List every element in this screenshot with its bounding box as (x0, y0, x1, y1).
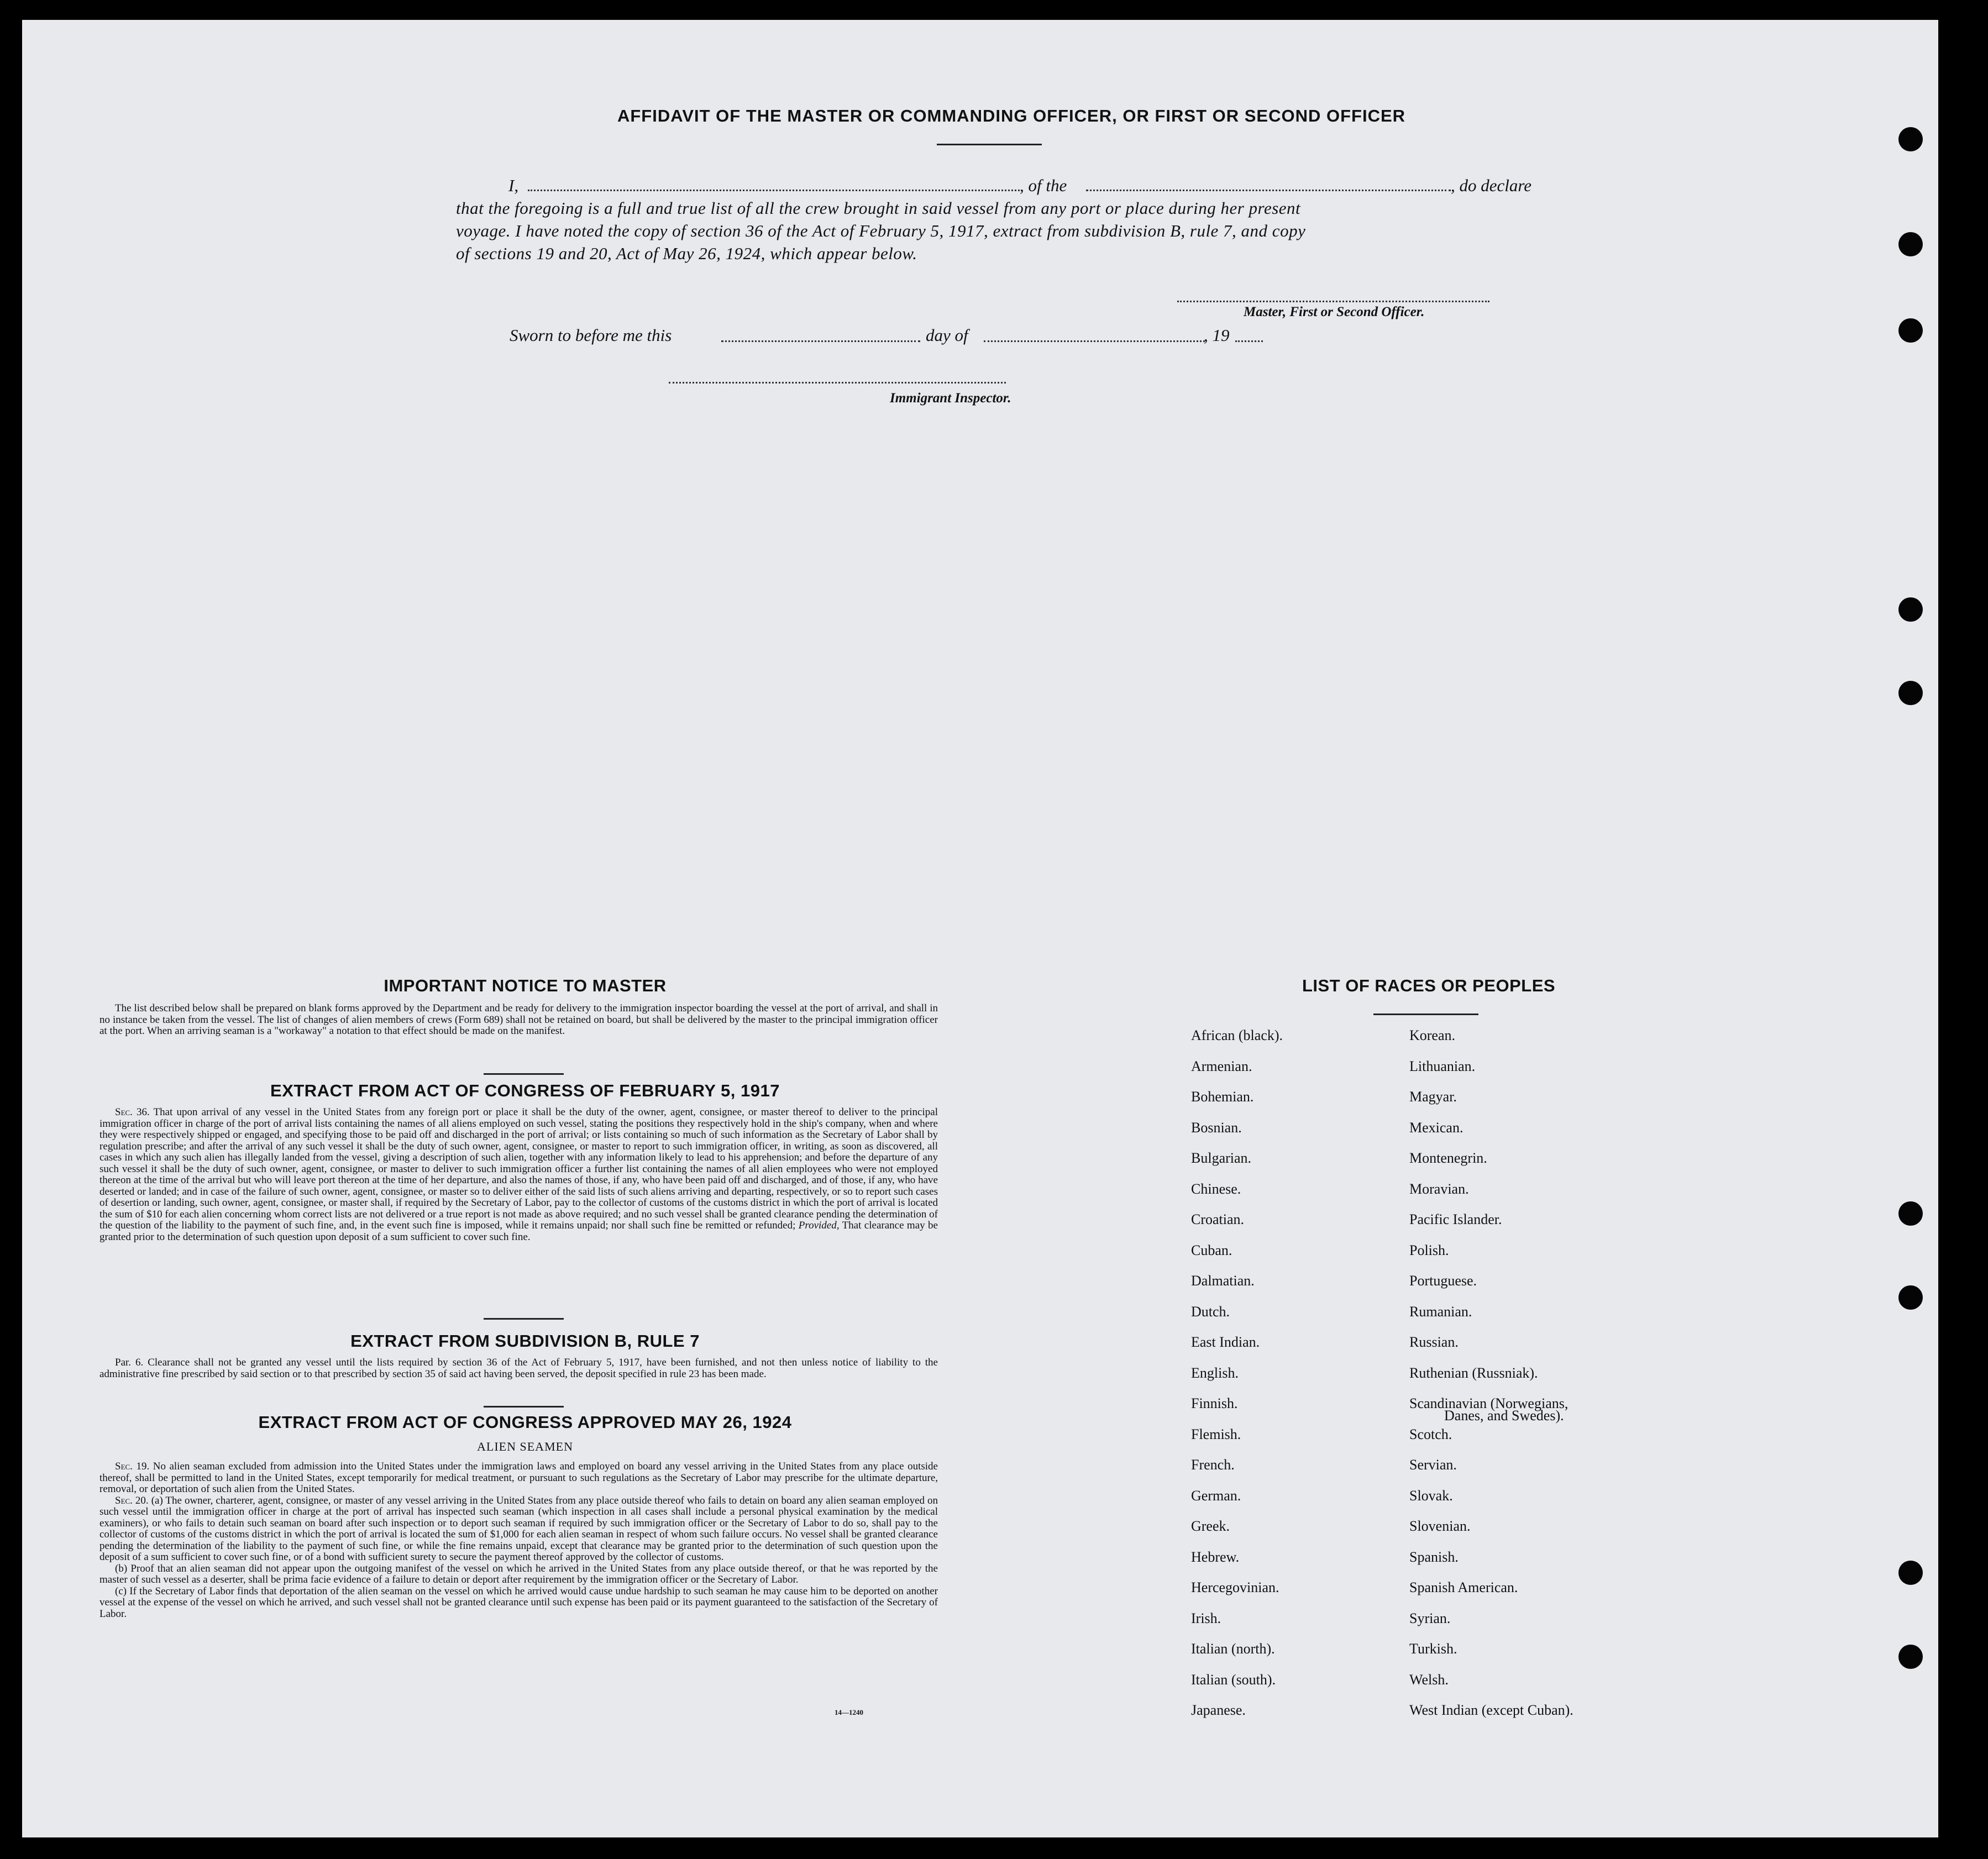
race-item: Rumanian. (1409, 1303, 1472, 1320)
sworn-year-blank[interactable] (1235, 340, 1263, 342)
race-item: Korean. (1409, 1027, 1456, 1043)
race-item: Scotch. (1409, 1426, 1452, 1442)
race-item: Ruthenian (Russniak). (1409, 1364, 1538, 1381)
punch-hole (1898, 1285, 1923, 1310)
race-item: Syrian. (1409, 1610, 1451, 1626)
race-item: African (black). (1191, 1027, 1283, 1043)
day-of-text: day of (926, 325, 968, 345)
proviso-label: Provided, (798, 1220, 840, 1231)
race-item-continuation: Danes, and Swedes). (1444, 1408, 1564, 1424)
race-item: Armenian. (1191, 1058, 1252, 1074)
affidavit-line-4: of sections 19 and 20, Act of May 26, 1924, which appear below. (456, 244, 917, 263)
inspector-signature-line[interactable] (669, 382, 1006, 384)
sec-20c-text: (c) If the Secretary of Labor finds that deportation of the alien seaman on the vessel on which he arrived would cause undue hardship to such seaman he may cause him to be deported on another vessel at the expense of the vessel on which he arrived, and such vessel shall not be granted clearance until such expense has been paid or its payment guaranteed to the satisfaction of the Secretary of Labor. (99, 1585, 938, 1620)
rule-7-title: EXTRACT FROM SUBDIVISION B, RULE 7 (350, 1331, 700, 1351)
master-signature-line[interactable] (1177, 301, 1489, 302)
race-item: Chinese. (1191, 1180, 1241, 1197)
extract-1917-text (99, 1107, 938, 1243)
divider (484, 1073, 564, 1075)
punch-hole (1898, 1201, 1923, 1226)
race-item: Bosnian. (1191, 1119, 1242, 1136)
punch-hole (1898, 127, 1923, 151)
races-title: LIST OF RACES OR PEOPLES (1302, 976, 1556, 995)
affidavit-title: AFFIDAVIT OF THE MASTER OR COMMANDING OFFICER, OR FIRST OR SECOND OFFICER (617, 106, 1406, 125)
race-item: Dalmatian. (1191, 1273, 1255, 1289)
affidavit-line-2: that the foregoing is a full and true list of all the crew brought in said vessel from any port or place during her present (456, 198, 1301, 218)
race-item: Dutch. (1191, 1303, 1230, 1320)
vessel-blank[interactable] (1086, 190, 1451, 191)
race-item: Slovak. (1409, 1487, 1453, 1504)
sec-36-label: Sec. 36. (115, 1106, 150, 1118)
punch-hole (1898, 232, 1923, 256)
race-item: French. (1191, 1457, 1235, 1473)
affidavit-declare: , do declare (1451, 176, 1532, 195)
title-underline (937, 144, 1042, 145)
punch-hole (1898, 597, 1923, 622)
punch-hole (1898, 1561, 1923, 1585)
divider (484, 1406, 564, 1408)
sworn-day-blank[interactable] (721, 340, 920, 342)
rule-7-paragraph: Par. 6. Clearance shall not be granted any vessel until the lists required by section 36 of the Act of February 5, 1917, have been furnished, and not then unless notice of liability to the administrative fine prescribed by said section or to that prescribed by section 35 of said act having been served, the deposit specified in rule 23 has been made. (99, 1357, 938, 1380)
extract-1924-title: EXTRACT FROM ACT OF CONGRESS APPROVED MAY 26, 1924 (258, 1412, 792, 1432)
sec-19-text: No alien seaman excluded from admission into the United States under the immigration laws and employed on board any vessel arriving in the United States from any place outside thereof, shall be permitted to land in the United States, except temporarily for medical treatment, or pursuant to such regulations as the Secretary of Labor may prescribe for the ultimate departure, removal, or deportation of such alien from the United States. (99, 1461, 938, 1495)
race-item: Magyar. (1409, 1089, 1457, 1105)
punch-hole (1898, 681, 1923, 705)
race-item: Montenegrin. (1409, 1150, 1487, 1166)
race-item: Croatian. (1191, 1211, 1245, 1227)
race-item: Portuguese. (1409, 1273, 1477, 1289)
notice-title: IMPORTANT NOTICE TO MASTER (384, 976, 667, 995)
race-item: Pacific Islander. (1409, 1211, 1502, 1227)
race-item: Lithuanian. (1409, 1058, 1476, 1074)
form-page (22, 20, 1938, 1837)
race-item: Polish. (1409, 1242, 1449, 1258)
race-item: Bohemian. (1191, 1089, 1254, 1105)
sec-20b-text: (b) Proof that an alien seaman did not appear upon the outgoing manifest of the vessel on which he arrived in the United States from any place outside thereof, or that he was reported by the master of such vessel as a deserter, shall be prima facie evidence of a failure to detain or deport after requirement by the immigration officer or the Secretary of Labor. (99, 1562, 938, 1585)
sec-20-label: Sec. 20. (115, 1494, 149, 1506)
form-number: 14—1240 (835, 1708, 863, 1716)
year-prefix: , 19 (1204, 325, 1230, 345)
race-item: Servian. (1409, 1457, 1457, 1473)
title-underline (1373, 1013, 1478, 1015)
race-item: East Indian. (1191, 1334, 1260, 1350)
race-item: Cuban. (1191, 1242, 1232, 1258)
race-item: Turkish. (1409, 1641, 1457, 1657)
race-item: Japanese. (1191, 1702, 1246, 1718)
divider (484, 1318, 564, 1320)
master-caption: Master, First or Second Officer. (1244, 304, 1425, 319)
extract-1917-title: EXTRACT FROM ACT OF CONGRESS OF FEBRUARY 5, 1917 (270, 1081, 780, 1100)
race-item: Russian. (1409, 1334, 1459, 1350)
race-item: Moravian. (1409, 1180, 1469, 1197)
punch-hole (1898, 1645, 1923, 1669)
alien-seamen-subtitle: ALIEN SEAMEN (477, 1440, 573, 1453)
race-item: Hercegovinian. (1191, 1579, 1279, 1595)
notice-paragraph: The list described below shall be prepared on blank forms approved by the Department and be ready for delivery to the immigration inspector boarding the vessel at the port of arrival, and shall in no instance be taken from the vessel. The list of changes of alien members of crews (Form 689) shall not be retained on board, but shall be delivered by the master to the principal immigration officer at the port. When an arriving seaman is a "workaway" a notation to that effect should be made on the manifest. (99, 1002, 938, 1037)
race-item: English. (1191, 1364, 1239, 1381)
affidavit-i: I, (508, 176, 519, 195)
punch-hole (1898, 318, 1923, 343)
race-item: Spanish. (1409, 1548, 1459, 1565)
race-item: Irish. (1191, 1610, 1221, 1626)
race-item: West Indian (except Cuban). (1409, 1702, 1573, 1718)
notice-text (99, 1003, 938, 1037)
sec-19-label: Sec. 19. (115, 1461, 150, 1472)
race-item: Bulgarian. (1191, 1150, 1252, 1166)
race-item: Slovenian. (1409, 1518, 1471, 1534)
inspector-caption: Immigrant Inspector. (890, 391, 1011, 406)
race-item: Scandinavian (Norwegians, (1409, 1395, 1569, 1411)
affidavit-of-the: , of the (1020, 176, 1067, 195)
sworn-text: Sworn to before me this (510, 325, 672, 345)
race-item: German. (1191, 1487, 1241, 1504)
race-item: Finnish. (1191, 1395, 1238, 1411)
race-item: Italian (north). (1191, 1641, 1275, 1657)
sworn-month-blank[interactable] (984, 340, 1205, 342)
race-item: Greek. (1191, 1518, 1230, 1534)
race-item: Flemish. (1191, 1426, 1241, 1442)
race-item: Hebrew. (1191, 1548, 1240, 1565)
extract-1924-text (99, 1461, 938, 1620)
sec-20a-text: (a) The owner, charterer, agent, consignee, or master of any vessel arriving in the United States from any place outside thereof who fails to detain on board any alien seaman employed on such vessel until the immigration officer in charge at the port of arrival has inspected such seaman (which inspection in all cases shall include a personal physical examination by the medical examiners), or who fails to detain such seaman on board after such inspection or to deport such seaman if required by such immigration officer or the Secretary of Labor to do so, shall pay to the collector of customs of the customs district in which the port of arrival is located the sum of $1,000 for each alien seaman in respect of whom such failure occurs. No vessel shall be granted clearance pending the determination of the liability to the payment of such fine, or while the fine remains unpaid, except that clearance may be granted prior to the determination of such question upon the deposit of a sum sufficient to cover such fine, or of a bond with sufficient surety to secure the payment thereof approved by the collector of customs. (99, 1494, 938, 1563)
sec-36-text: That upon arrival of any vessel in the United States from any foreign port or place it shall be the duty of the owner, agent, consignee, or master thereof to deliver to the principal immigration officer in charge of the port of arrival lists containing the names of all aliens employed on such vessel, stating the positions they respectively hold in the ship's company, when and where they were respectively shipped or engaged, and specifying those to be paid off and discharged in the port of arrival; or lists containing so much of such information as the Secretary of Labor shall by regulation prescribe; and after the arrival of any such vessel it shall be the duty of such owner, agent, consignee, or master to report to such immigration officer, in writing, as soon as discovered, all cases in which any such alien has illegally landed from the vessel, giving a description of such alien, together with any information likely to lead to his apprehension; and before the departure of any such vessel it shall be the duty of such owner, agent, consignee, or master to deliver to such immigration officer a further list containing the names of all alien employees who were not employed thereon at the time of the arrival but who will leave port thereon at the time of her departure, and also the names of those, if any, who have been paid off and discharged, and of those, if any, who have deserted or landed; and in case of the failure of such owner, agent, consignee, or master so to deliver either of the said lists of such aliens arriving and departing, respectively, or so to report such cases of desertion or landing, such owner, agent, consignee, or master shall, if required by the Secretary of Labor, pay to the collector of customs of the customs district in which the port of arrival is located the sum of $10 for each alien concerning whom correct lists are not delivered or a true report is not made as above required; and no such vessel shall be granted clearance pending the determination of the question of the liability to the payment of such fine, and, in the event such fine is imposed, while it remains unpaid; nor shall such fine be remitted or refunded; (99, 1106, 938, 1231)
race-item: Spanish American. (1409, 1579, 1518, 1595)
affidavit-line-3: voyage. I have noted the copy of section 36 of the Act of February 5, 1917, extract from subdivision B, rule 7, and copy (456, 221, 1306, 240)
race-item: Welsh. (1409, 1671, 1449, 1688)
name-blank[interactable] (528, 190, 1020, 191)
race-item: Italian (south). (1191, 1671, 1276, 1688)
proviso-text: That clearance may be granted prior to the determination of such question upon deposit of a sum sufficient to cover such fine. (99, 1220, 938, 1243)
race-item: Mexican. (1409, 1119, 1464, 1136)
rule-7-text (99, 1357, 938, 1380)
